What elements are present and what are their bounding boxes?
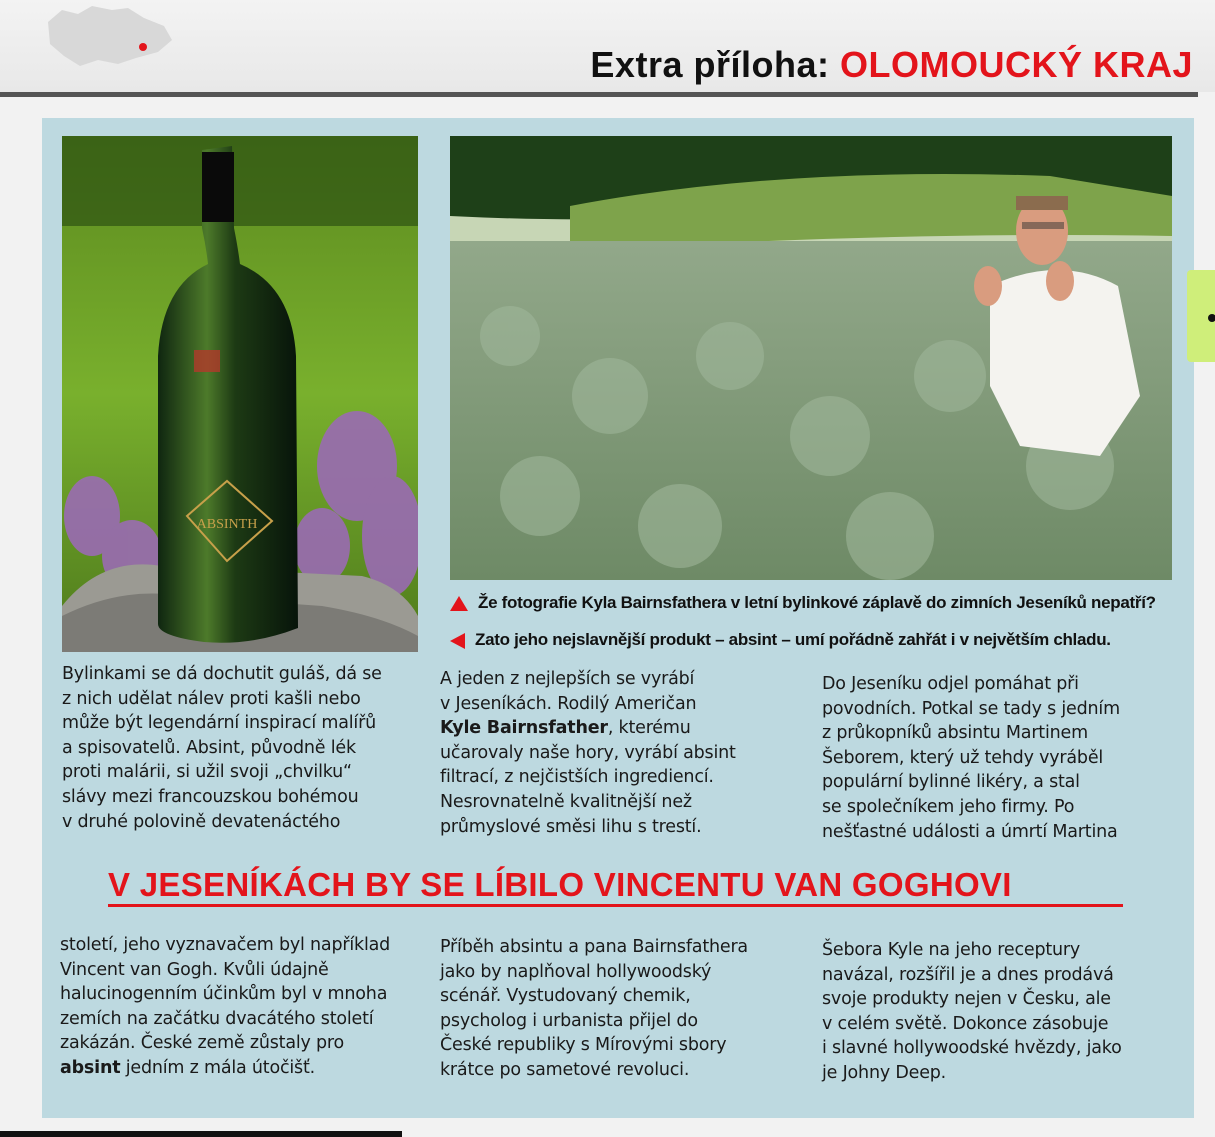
article-column-1-top: Bylinkami se dá dochutit guláš, dá se z nich udělat nálev proti kašli nebo může být legendární inspirací malířů a spisovatelů. Absint, původně lék proti malárii, si užil svoji „chvilku“ slávy mezi francouzskou bohémou v druhé polovině devatenáctého (62, 664, 382, 832)
absinth-bottle-photo (62, 136, 418, 652)
footer-bar (0, 1131, 402, 1137)
article-column-2-top (440, 667, 736, 839)
article-column-3-bottom: Šebora Kyle na jeho receptury navázal, rozšířil je a dnes prodává svoje produkty nejen v Česku, ale v celém světě. Dokonce zásobuje i slavné hollywoodské hvězdy, jako je Johny Deep. (822, 940, 1122, 1083)
caption-arrow-left-icon (450, 633, 465, 649)
czech-map-icon (40, 0, 180, 70)
text-run: A jeden z nejlepších se vyrábí v Jeseníkách. Rodilý Američan (440, 669, 697, 714)
caption-arrow-up-icon (450, 596, 468, 611)
caption-text: Že fotografie Kyla Bairnsfathera v letní bylinkové záplavě do zimních Jeseníků nepatří? (478, 593, 1156, 612)
photo-caption-1 (450, 593, 1156, 613)
title-prefix: Extra příloha: (590, 44, 840, 85)
bottle-label-text: ABSINTH (196, 517, 258, 532)
text-run: jedním z mála útočišť. (120, 1057, 315, 1078)
caption-text: Zato jeho nejslavnější produkt – absint – umí pořádně zahřát i v největším chladu. (475, 630, 1111, 649)
wormwood-field-photo (450, 136, 1172, 580)
page-title (590, 44, 1193, 86)
title-region: OLOMOUCKÝ KRAJ (839, 44, 1193, 85)
photo-caption-2 (450, 630, 1111, 650)
person-name: Kyle Bairnsfather (440, 718, 608, 739)
bold-term: absint (60, 1057, 121, 1078)
article-headline: V JESENÍKÁCH BY SE LÍBILO VINCENTU VAN GOGHOVI (108, 866, 1012, 903)
article-column-2-bottom: Příběh absintu a pana Bairnsfathera jako by naplňoval hollywoodský scénář. Vystudovaný chemik, psycholog i urbanista přijel do České republiky s Mírovými sbory krátce po sametové revoluci. (440, 937, 748, 1080)
article-column-3-top: Do Jeseníku odjel pomáhat při povodních. Potkal se tady s jedním z průkopníků absintu Martinem Šeborem, který už tehdy vyráběl populární bylinné likéry, a stal se společníkem jeho firmy. Po nešťastné události a úmrtí Martina (822, 674, 1120, 842)
header-rule (0, 92, 1198, 97)
text-run: století, jeho vyznavačem byl například Vincent van Gogh. Kvůli údajně halucinogenním účinkům byl v mnoha zemích na začátku dvacátého století zakázán. České země zůstaly pro (60, 935, 391, 1054)
article-column-1-bottom (60, 933, 390, 1081)
tab-dot (1208, 314, 1215, 322)
text-run: , kterému učarovaly naše hory, vyrábí absint filtrací, z nejčistších ingrediencí. Nesrovnatelně kvalitnější než průmyslové směsi lihu s trestí. (440, 718, 736, 837)
headline-underline (108, 904, 1123, 907)
